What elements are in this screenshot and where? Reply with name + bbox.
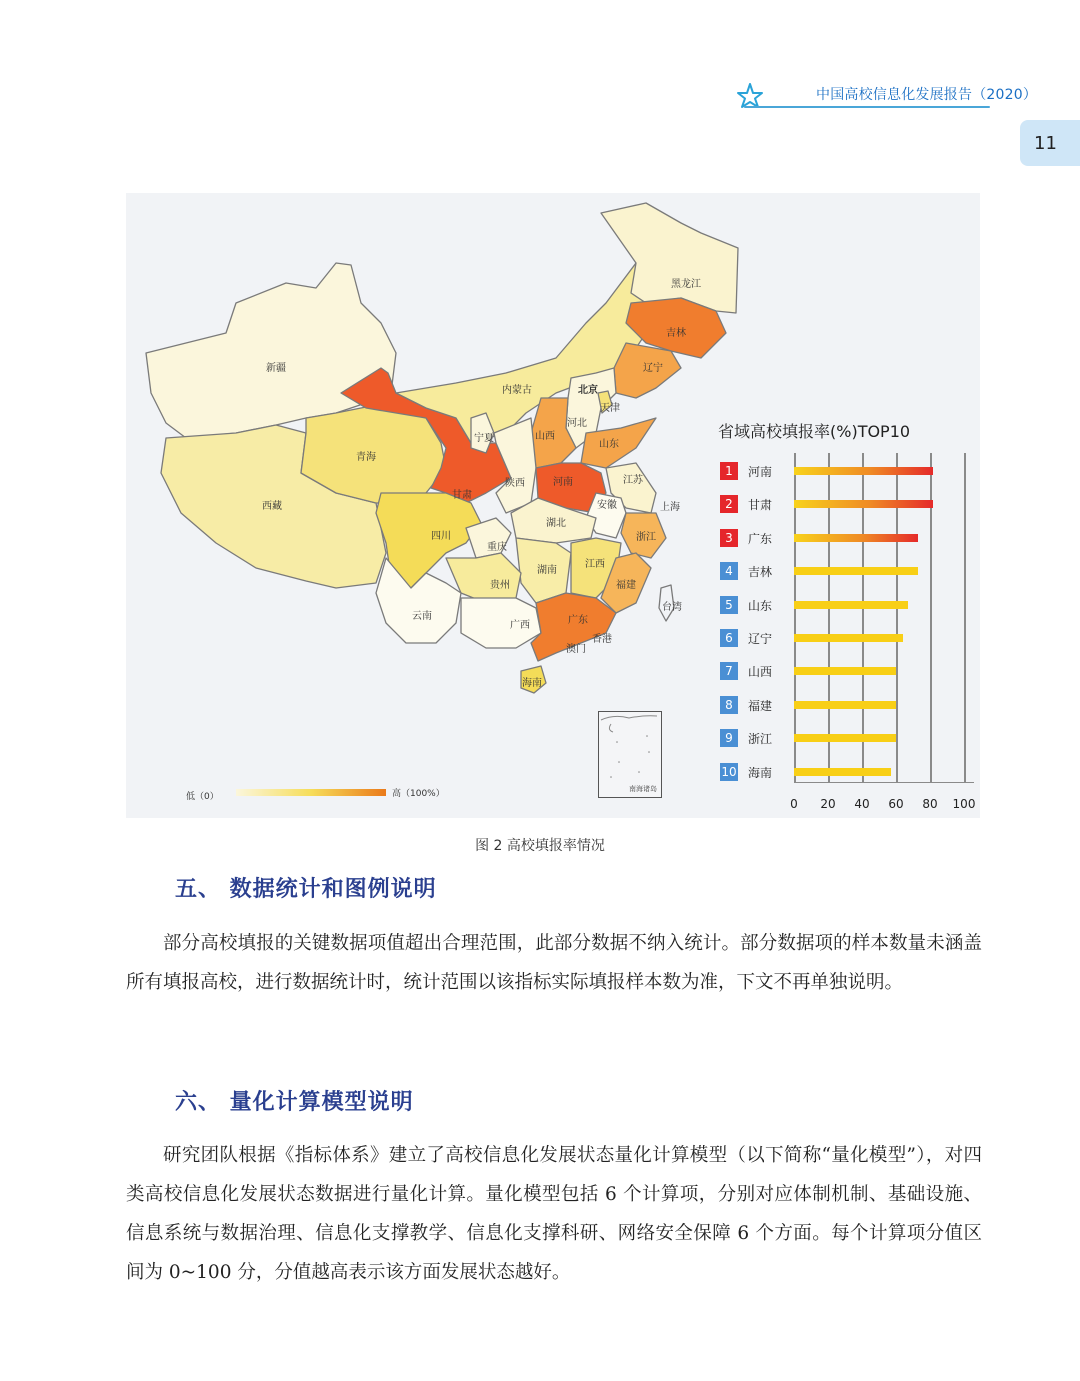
svg-text:新疆: 新疆 xyxy=(266,363,286,374)
section-heading-6: 六、 量化计算模型说明 xyxy=(175,1090,414,1115)
svg-text:江苏: 江苏 xyxy=(623,475,643,486)
rank-badge: 5 xyxy=(720,596,738,614)
rank-badge: 6 xyxy=(720,629,738,647)
svg-text:香港: 香港 xyxy=(592,634,612,645)
svg-text:浙江: 浙江 xyxy=(636,532,656,543)
svg-text:天津: 天津 xyxy=(600,403,620,414)
data-bar xyxy=(794,500,933,508)
svg-text:江西: 江西 xyxy=(585,559,605,570)
rank-badge: 1 xyxy=(720,462,738,480)
x-axis-line xyxy=(794,782,974,783)
legend-low-label: 低（0） xyxy=(186,792,219,802)
svg-text:湖北: 湖北 xyxy=(546,518,566,529)
svg-text:河南: 河南 xyxy=(553,477,573,488)
province-name: 广东 xyxy=(748,531,773,546)
report-title: 中国高校信息化发展报告（2020） xyxy=(816,87,1038,103)
chart-plot-area xyxy=(790,453,976,811)
data-bar xyxy=(794,467,933,475)
x-tick-label: 100 xyxy=(952,797,976,811)
x-tick-label: 40 xyxy=(854,797,870,811)
province-name: 吉林 xyxy=(748,565,773,580)
top10-bar-chart xyxy=(716,415,976,815)
svg-text:辽宁: 辽宁 xyxy=(643,363,663,374)
svg-text:内蒙古: 内蒙古 xyxy=(502,385,532,396)
svg-text:广东: 广东 xyxy=(568,615,588,626)
figure-caption: 图 2 高校填报率情况 xyxy=(475,838,605,854)
x-tick-label: 80 xyxy=(922,797,938,811)
svg-text:甘肃: 甘肃 xyxy=(452,490,472,501)
svg-text:福建: 福建 xyxy=(616,580,636,591)
rank-badge: 7 xyxy=(720,662,738,680)
svg-text:青海: 青海 xyxy=(356,452,376,463)
data-bar xyxy=(794,567,918,575)
section-paragraph-6: 研究团队根据《指标体系》建立了高校信息化发展状态量化计算模型（以下简称“量化模型”），对四类高校信息化发展状态数据进行量化计算。量化模型包括 6 个计算项，分别对应体制机制、基础设施、信息系统与数据治理、信息化支撑教学、信息化支撑科研、网络安全保障 6 个方面。每个计算项分值区间为 0~100 分，分值越高表示该方面发展状态越好。 xyxy=(126,1145,982,1283)
data-bar xyxy=(794,634,903,642)
rank-badge: 9 xyxy=(720,729,738,747)
x-tick-label: 60 xyxy=(888,797,904,811)
svg-text:湖南: 湖南 xyxy=(537,565,557,576)
legend-gradient-bar xyxy=(236,789,386,796)
svg-text:宁夏: 宁夏 xyxy=(474,433,494,444)
svg-text:云南: 云南 xyxy=(412,611,432,622)
svg-text:上海: 上海 xyxy=(660,502,680,513)
running-header xyxy=(730,78,1040,114)
province-name: 河南 xyxy=(748,465,773,479)
south-china-sea-inset xyxy=(598,711,662,798)
svg-text:吉林: 吉林 xyxy=(666,328,686,339)
header-underline xyxy=(744,106,990,108)
svg-text:山东: 山东 xyxy=(599,439,619,450)
data-bar xyxy=(794,768,891,776)
x-tick-label: 0 xyxy=(790,797,798,811)
province-name: 浙江 xyxy=(748,732,773,747)
svg-text:台湾: 台湾 xyxy=(662,602,682,613)
svg-text:黑龙江: 黑龙江 xyxy=(671,279,701,290)
gridline xyxy=(964,453,966,783)
province-name: 山西 xyxy=(748,665,773,680)
data-bar xyxy=(794,534,918,542)
province-name: 海南 xyxy=(748,765,773,780)
data-bar xyxy=(794,601,908,609)
svg-text:安徽: 安徽 xyxy=(597,500,617,511)
data-bar xyxy=(794,734,896,742)
rank-badge: 10 xyxy=(721,764,737,779)
inset-label: 南海诸岛 xyxy=(629,785,657,793)
svg-text:贵州: 贵州 xyxy=(490,580,510,591)
rank-badge: 4 xyxy=(720,562,738,580)
data-bar xyxy=(794,701,896,709)
section-paragraph-5: 部分高校填报的关键数据项值超出合理范围，此部分数据不纳入统计。部分数据项的样本数量未涵盖所有填报高校，进行数据统计时，统计范围以该指标实际填报样本数为准，下文不再单独说明。 xyxy=(126,933,982,993)
data-bar xyxy=(794,667,896,675)
province-name: 辽宁 xyxy=(748,632,773,646)
province-name: 福建 xyxy=(748,698,773,713)
figure-map-chart xyxy=(126,193,980,818)
svg-text:四川: 四川 xyxy=(431,531,451,542)
chart-title: 省域高校填报率(%)TOP10 xyxy=(718,422,911,441)
svg-text:广西: 广西 xyxy=(510,620,530,631)
x-tick-label: 20 xyxy=(820,797,836,811)
legend-high-label: 高（100%） xyxy=(392,789,445,799)
page-number: 11 xyxy=(1020,120,1080,166)
svg-text:海南: 海南 xyxy=(522,678,542,689)
svg-text:西藏: 西藏 xyxy=(262,501,282,512)
rank-badge: 2 xyxy=(720,495,738,513)
svg-text:河北: 河北 xyxy=(567,418,587,429)
svg-text:山西: 山西 xyxy=(535,431,555,442)
rank-badge: 8 xyxy=(720,696,738,714)
province-name: 甘肃 xyxy=(748,498,773,513)
svg-text:重庆: 重庆 xyxy=(487,542,507,553)
province-name: 山东 xyxy=(748,598,773,613)
section-heading-5: 五、 数据统计和图例说明 xyxy=(175,877,437,902)
svg-text:陕西: 陕西 xyxy=(505,478,525,489)
svg-text:北京: 北京 xyxy=(578,385,598,396)
svg-text:澳门: 澳门 xyxy=(566,644,586,655)
rank-badge: 3 xyxy=(720,529,738,547)
